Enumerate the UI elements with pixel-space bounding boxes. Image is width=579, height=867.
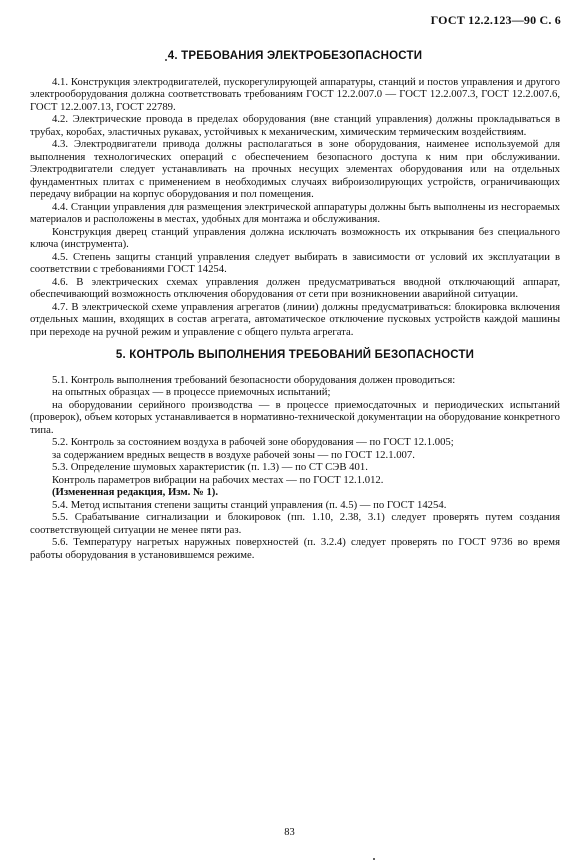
- paragraph-5-2: 5.2. Контроль за состоянием воздуха в рабочей зоне оборудования — по ГОСТ 12.1.005;: [52, 436, 454, 448]
- paragraph-5-1-serial: на оборудовании серийного производства — в процессе приемосдаточных и периодических испытаний (проверок), объем которых устанавливается в нормативно-технической документации на оборудование конкретного типа.: [30, 398, 560, 436]
- paragraph-4-4-doors: Конструкция дверец станций управления должна исключать возможность их открывания без специального ключа (инструмента).: [30, 225, 560, 250]
- paragraph-4-2: 4.2. Электрические провода в пределах оборудования (вне станций управления) должны прокладываться в трубах, коробах, эластичных рукавах, устойчивых к механическим, химическим термическим воздействиям.: [30, 113, 560, 138]
- paragraph-5-1-prototypes: на опытных образцах — в процессе приемочных испытаний;: [52, 386, 331, 398]
- paragraph-5-1: 5.1. Контроль выполнения требований безопасности оборудования должен проводиться:: [52, 373, 456, 386]
- paragraph-4-4: 4.4. Станции управления для размещения электрической аппаратуры должны быть выполнены из несгораемых материалов и расположены в местах, удобных для монтажа и обслуживания.: [30, 200, 560, 225]
- paragraph-5-6: 5.6. Температуру нагретых наружных поверхностей (п. 3.2.4) следует проверять по ГОСТ 9736 во время работы оборудования в установившемся режиме.: [30, 536, 560, 561]
- paragraph-4-6: 4.6. В электрических схемах управления должен предусматриваться вводной отключающий аппарат, обеспечивающий возможность отключения оборудования от сети при возникновении аварийной ситуации.: [30, 275, 560, 300]
- scan-speck: [165, 59, 167, 61]
- paragraph-4-1: 4.1. Конструкция электродвигателей, пускорегулирующей аппаратуры, станций и постов управления и другого электрооборудования должна соответствовать требованиям ГОСТ 12.2.007.0 — ГОСТ 12.2.007.3, ГОСТ 12.2.007.6, ГОСТ 12.2.007.13, ГОСТ 22789.: [30, 75, 560, 113]
- section-5-title: 5. КОНТРОЛЬ ВЫПОЛНЕНИЯ ТРЕБОВАНИЙ БЕЗОПАСНОСТИ: [115, 349, 475, 361]
- paragraph-4-5: 4.5. Степень защиты станций управления следует выбирать в зависимости от условий их эксплуатации в соответствии с требованиями ГОСТ 14254.: [30, 250, 560, 275]
- page-header: ГОСТ 12.2.123—90 С. 6: [430, 13, 561, 27]
- paragraph-5-3: 5.3. Определение шумовых характеристик (п. 1.3) — по СТ СЭВ 401.: [52, 461, 368, 473]
- paragraph-5-4: 5.4. Метод испытания степени защиты станций управления (п. 4.5) — по ГОСТ 14254.: [52, 498, 447, 511]
- paragraph-4-3: 4.3. Электродвигатели привода должны располагаться в зоне оборудования, наименее используемой для выполнения технологических операций с обеспечением безопасного доступа к ним при обслуживании. Электродвигатели следует устанавливать на прочных несущих элементах оборудования или на отдельных фундаментных плитах с применением в необходимых случаях виброизолирующих устройств, ограничивающих передачу вибрации на корпус оборудования и пол помещения.: [30, 138, 560, 200]
- document-body: [30, 50, 560, 561]
- scan-speck: [373, 858, 375, 860]
- section-4-title: 4. ТРЕБОВАНИЯ ЭЛЕКТРОБЕЗОПАСНОСТИ: [167, 50, 423, 62]
- paragraph-5-3-vibration: Контроль параметров вибрации на рабочих местах — по ГОСТ 12.1.012.: [52, 473, 384, 486]
- page-number: 83: [284, 827, 295, 838]
- paragraph-5-5: 5.5. Срабатывание сигнализации и блокировок (пп. 1.10, 2.38, 3.1) следует проверять путем создания соответствующей ситуации не менее пяти раз.: [30, 511, 560, 536]
- paragraph-4-7: 4.7. В электрической схеме управления агрегатов (линии) должны предусматриваться: блокировка включения отдельных машин, входящих в состав агрегата, автоматическое отключение пусковых устройств каждой машины при переходе на ручной режим и управление с общего пульта агрегата.: [30, 300, 560, 338]
- paragraph-5-2-harmful: за содержанием вредных веществ в воздухе рабочей зоны — по ГОСТ 12.1.007.: [52, 448, 415, 461]
- amendment-note: (Измененная редакция, Изм. № 1).: [52, 486, 219, 498]
